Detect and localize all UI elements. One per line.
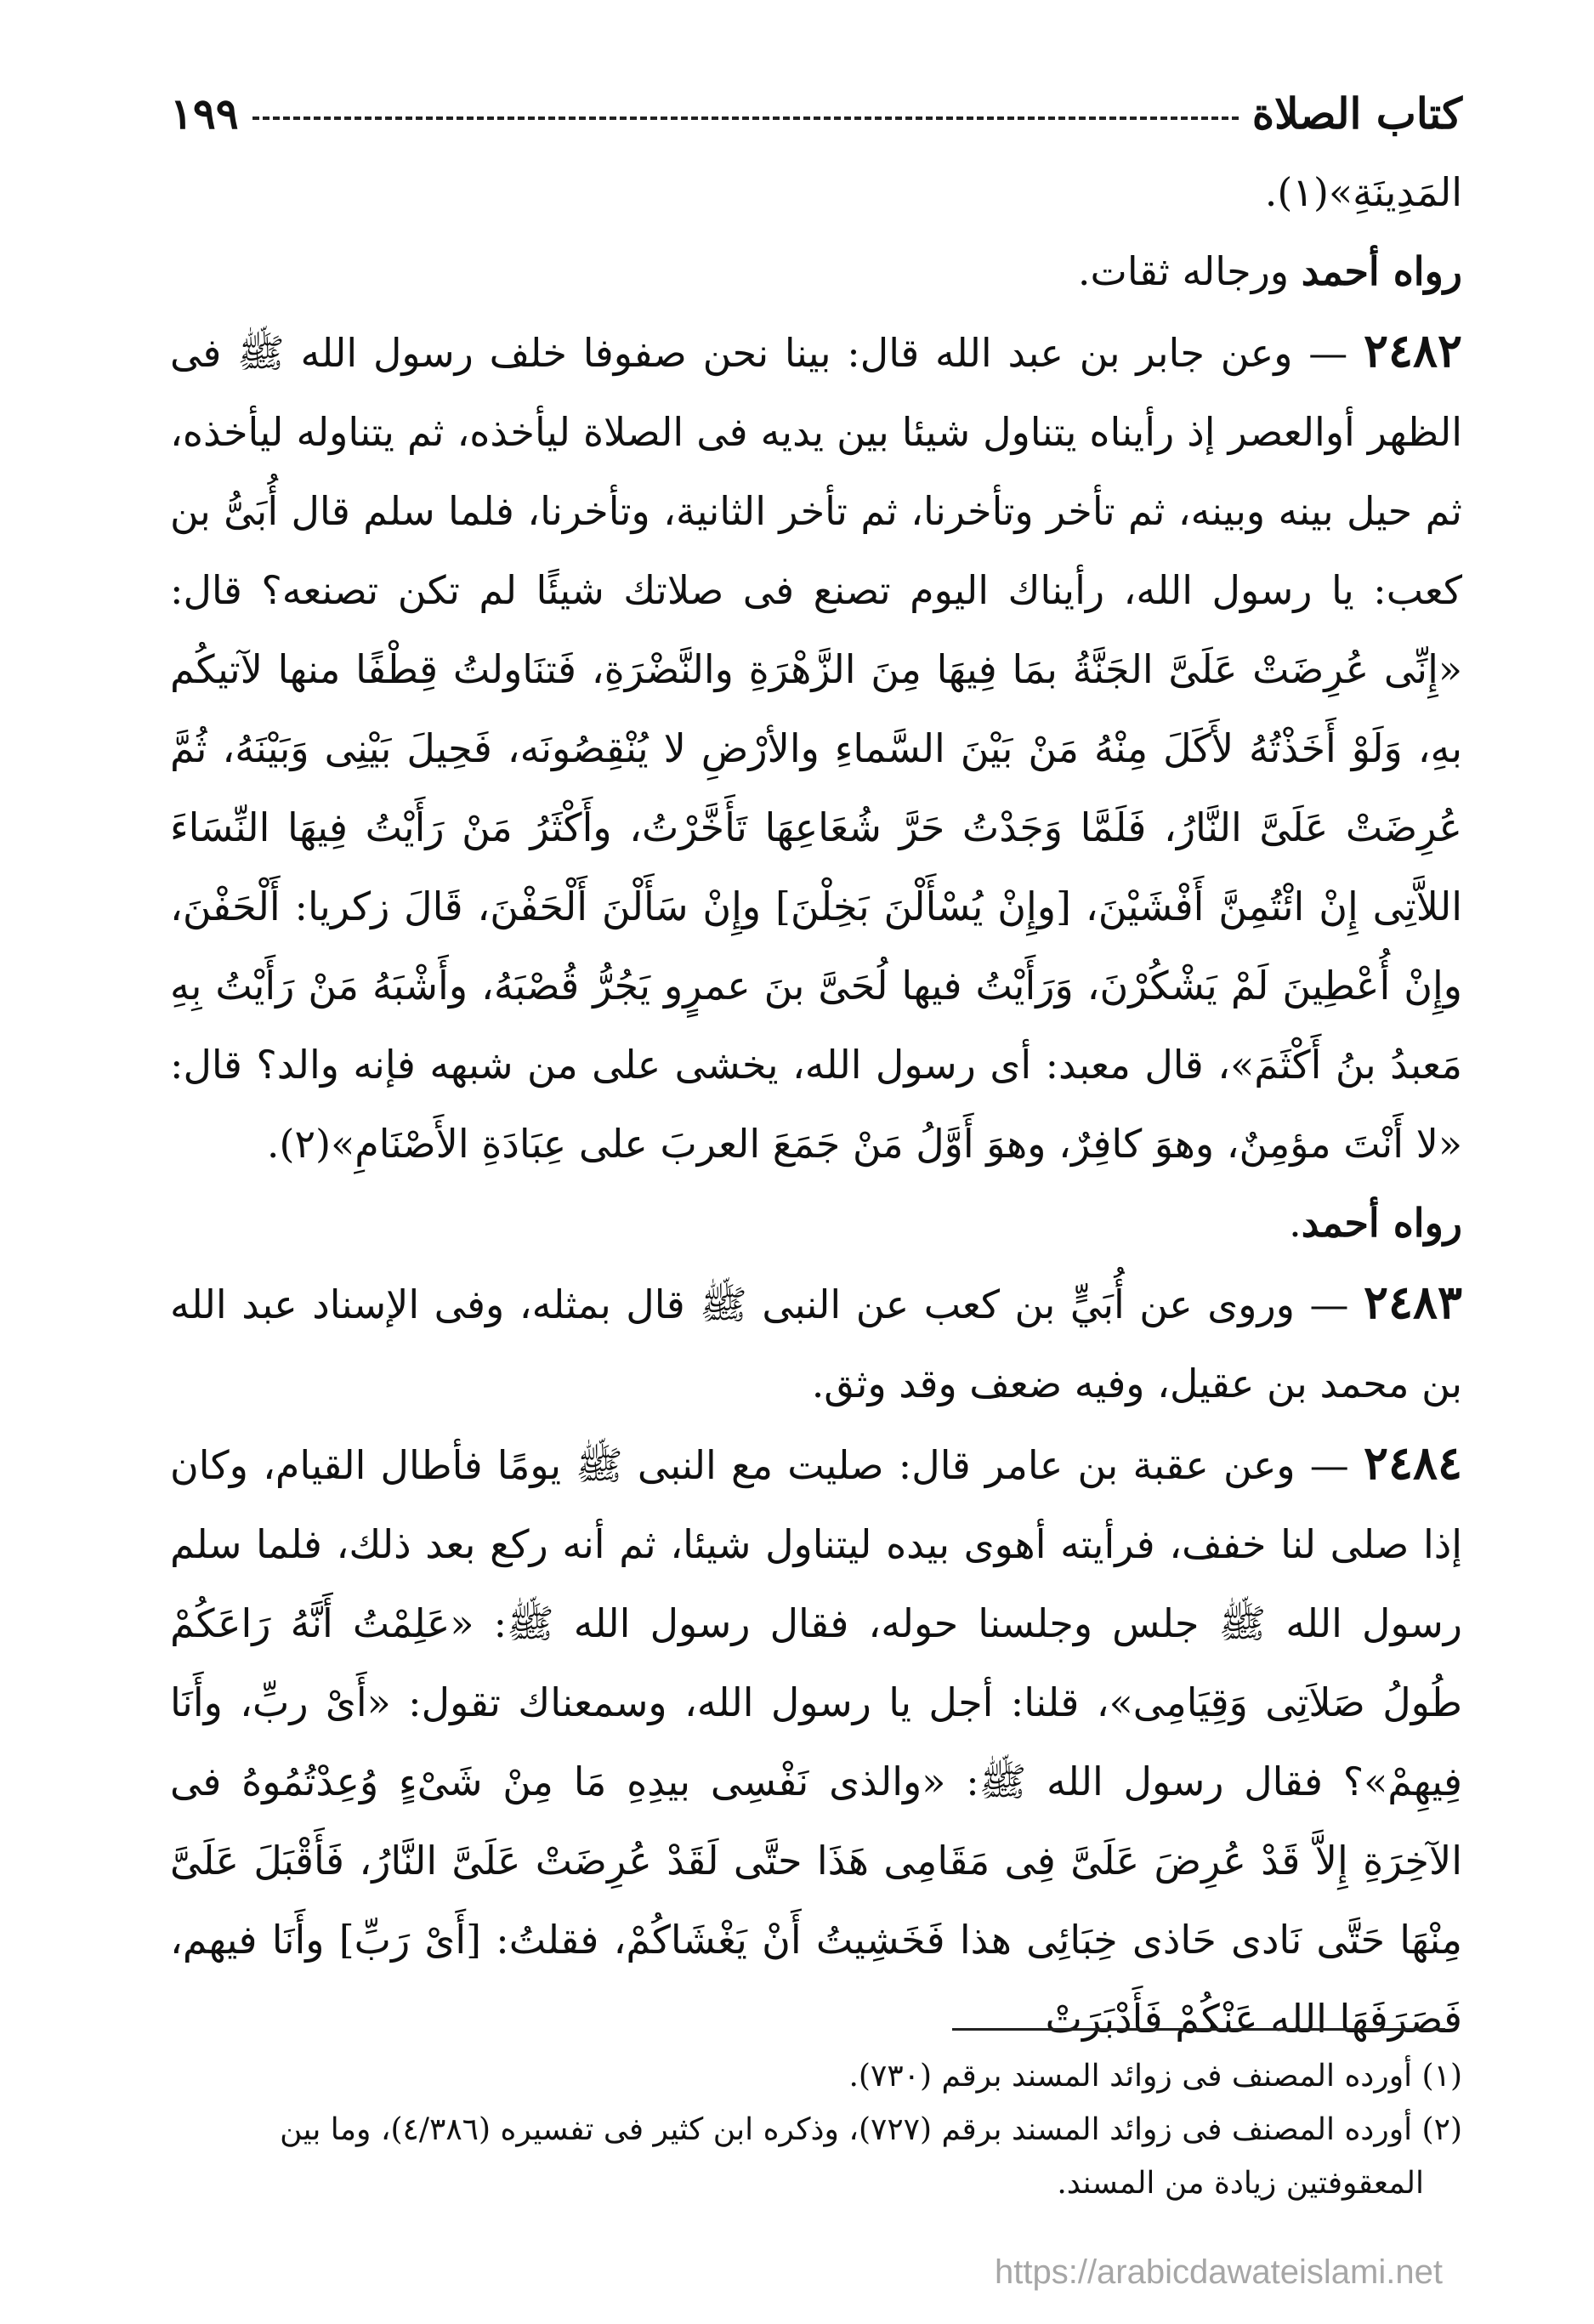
hadith-text: — وعن جابر بن عبد الله قال: بينا نحن صفوفا خلف رسول الله ﷺ فى الظهر أوالعصر إذ رأيناه يتناول شيئا بين يديه فى الصلاة ليأخذه، ثم يتناوله ليأخذه، ثم حيل بينه وبينه، ثم تأخر وتأخرنا، ثم تأخر الثانية، وتأخرنا، فلما سلم قال أُبَىُّ بن كعب: يا رسول الله، رأيناك اليوم تصنع فى صلاتك شيئًا لم تكن تصنعه؟ قال: «إِنِّى عُرِضَتْ عَلَىَّ الجَنَّةُ بمَا فِيهَا مِنَ الزَّهْرَةِ والنَّضْرَةِ، فَتنَاولتُ قِطْفًا منها لآتيكُم بهِ، وَلَوْ أَخَذْتُهُ لأَكَلَ مِنْهُ مَنْ بَيْنَ السَّماءِ والأرْضِ لا يُنْقِصُونَه، فَحِيلَ بَيْنِى وَبَيْنَهُ، ثُمَّ عُرِضَتْ عَلَىَّ النَّارُ، فَلَمَّا وَجَدْتُ حَرَّ شُعَاعِهَا تَأَخَّرْتُ، وأَكْثَرُ مَنْ رَأَيْتُ فِيهَا النِّسَاءَ اللاَّتِى إِنْ ائْتُمِنَّ أَفْشَيْنَ، [وإِنْ يُسْأَلْنَ بَخِلْنَ] وإِنْ سَأَلْنَ أَلْحَفْنَ، قَالَ زكريا: أَلْحَفْنَ، وإِنْ أُعْطِينَ لَمْ يَشْكُرْنَ، وَرَأَيْتُ فيها لُحَىَّ بنَ عمرٍو يَجُرُّ قُصْبَهُ، وأَشْبَهُ مَنْ رَأَيْتُ بِهِ مَعبدُ بنُ أَكْثَمَ»، قال معبد: أى رسول الله، يخشى على من شبهه فإنه والد؟ قال: «لا أَنْتَ مؤمِنٌ، وهوَ كافِرٌ، وهوَ أَوَّلُ مَنْ جَمَعَ العربَ على عِبَادَةِ الأَصْنَامِ»(٢). — [170, 330, 1462, 1167]
hadith-number: ٢٤٨٣ — [1363, 1275, 1462, 1329]
footnotes — [170, 2049, 1462, 2210]
watermark-url: https://arabicdawateislami.net — [995, 2253, 1443, 2291]
paragraph-continuation: المَدِينَةِ»(١). — [1264, 169, 1462, 215]
narration-note-text: . — [1289, 1200, 1302, 1246]
page-number: ١٩٩ — [170, 88, 239, 139]
hadith-2483 — [170, 1263, 1462, 1423]
footnote-1: (١) أورده المصنف فى زوائد المسند برقم (٧٣٠). — [848, 2059, 1462, 2094]
footnote-2: (٢) أورده المصنف فى زوائد المسند برقم (٧٢٧)، وذكره ابن كثير فى تفسيره (٤/٣٨٦)، وما بين — [280, 2112, 1462, 2147]
footnote-2-continuation: المعقوفتين زيادة من المسند. — [1057, 2166, 1424, 2201]
paragraph-narration-note — [170, 232, 1462, 311]
hadith-2482 — [170, 311, 1462, 1184]
header-dashed-rule — [252, 116, 1239, 120]
running-header — [170, 83, 1462, 143]
footnote-separator — [952, 2028, 1445, 2031]
hadith-text: — وروى عن أُبَيٍّ بن كعب عن النبى ﷺ قال بمثله، وفى الإسناد عبد الله بن محمد بن عقيل، وفيه ضعف وقد وثق. — [170, 1281, 1462, 1406]
hadith-number: ٢٤٨٢ — [1363, 323, 1462, 378]
narrator-name: رواه أحمد — [1301, 248, 1462, 294]
narration-note-text: ورجاله ثقات. — [1077, 248, 1302, 294]
hadith-2484 — [170, 1423, 1462, 2059]
narrator-name: رواه أحمد — [1301, 1200, 1462, 1246]
paragraph-narration-note — [170, 1184, 1462, 1263]
chapter-title: كتاب الصلاة — [1251, 88, 1462, 139]
hadith-text: — وعن عقبة بن عامر قال: صليت مع النبى ﷺ يومًا فأطال القيام، وكان إذا صلى لنا خفف، فرأيته أهوى بيده ليتناول شيئا، ثم أنه ركع بعد ذلك، فلما سلم رسول الله ﷺ جلس وجلسنا حوله، فقال رسول الله ﷺ: «عَلِمْتُ أَنَّهُ رَاعَكُمْ طُولُ صَلاَتِى وَقِيَامِى»، قلنا: أجل يا رسول الله، وسمعناك تقول: «أَىْ ربِّ، وأَنَا فِيهِمْ»؟ فقال رسول الله ﷺ: «والذى نَفْسِى بيدِهِ مَا مِنْ شَىْءٍ وُعِدْتُمُوهُ فى الآخِرَةِ إِلاَّ قَدْ عُرِضَ عَلَىَّ فِى مَقَامِى هَذَا حتَّى لَقَدْ عُرِضَتْ عَلَىَّ النَّارُ، فَأَقْبَلَ عَلَىَّ مِنْهَا حَتَّى نَادى حَاذى خِبَائِى هذا فَخَشِيتُ أَنْ يَغْشَاكُمْ، فقلتُ: [أَىْ رَبِّ] وأَنَا فيهم، فَصَرَفَهَا الله عَنْكُمْ فَأَدْبَرَتْ — [170, 1442, 1462, 2042]
hadith-number: ٢٤٨٤ — [1363, 1435, 1462, 1490]
main-text — [170, 153, 1462, 2059]
